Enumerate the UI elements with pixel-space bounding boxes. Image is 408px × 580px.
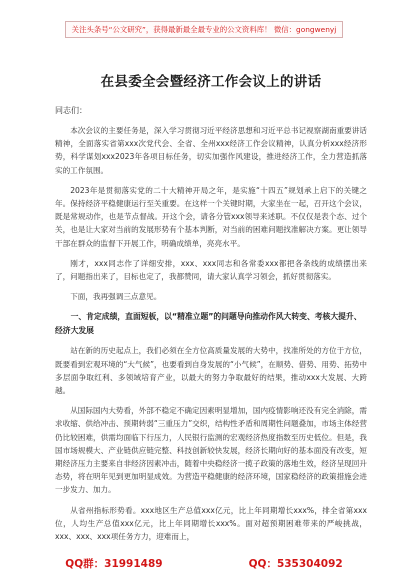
document-body: [55, 58, 367, 550]
paragraph: 下面，我再强调三点意见。: [70, 292, 162, 302]
contact-footer: [0, 556, 408, 576]
document-title: 在县委全会暨经济工作会议上的讲话: [100, 74, 322, 90]
qq-contact: QQ：535304092: [248, 558, 343, 570]
qq-group: QQ群：31991489: [65, 558, 163, 570]
section-heading: 一、肯定成绩，直面短板，以“精准立题”的问题导向推动作风大转变、考核大提升、经济大发展: [55, 312, 362, 335]
paragraph: 刚才，xxx同志作了详细安排，xxx、xxx同志和各常委xxx都把各条线的成绩摆出来了，问题指出来了，目标也定了，我都赞同，请大家认真学习领会，抓好贯彻落实。: [55, 258, 367, 282]
paragraph: 本次会议的主要任务是，深入学习贯彻习近平经济思想和习近平总书记视察湖南重要讲话精神，全面落实省第xxx次党代会、全省、全州xxx经济工作会议精神，认真分析xxx经济形势，科学谋划xxx2023年各项目标任务，切实加强作风建设，推进经济工作，全力营造抓落实的工作氛围。: [55, 126, 367, 175]
paragraph: 从省州指标形势看。xxx地区生产总值xxx亿元，比上年同期增长xxx%，排全省第xxx位，人均生产总值xxx亿元，比上年同期增长xxx%。面对超预期困难带来的严峻挑战，xxx、xxx、xxx项任务方力，迎难而上，: [55, 505, 367, 542]
paragraph: 2023年是贯彻落实党的二十大精神开局之年，是实施“十四五”规划承上启下的关键之年。保持经济平稳健康运行至关重要。在这样一个关键时期，大家坐在一起，召开这个会议，既是常规动作，也是节点督战。开这个会，请各分管xxx领导来述职。不仅仅是表个态、过个关，也是让大家对当前的发展形势有个基本判断，对当前的困难问题找准解决方案。更让领导干部在群众的监督下开展工作，明确成绩单，亮亮水平。: [55, 185, 367, 248]
paragraph: 从国际国内大势看，外部不稳定不确定因素明显增加，国内疫情影响还没有完全消除，需求收缩、供给冲击、预期转弱“三重压力”交织，结构性矛盾和周期性问题叠加，市场主体经营仍比较困难，供需均面临下行压力，人民银行监测的宏观经济热度指数至历史低位。但是，我国市场规模大、产业链供应链完整、科技创新较快发展，经济长期向好的基本面没有改变，短期经济压力主要来自非经济因素冲击，随着中央稳经济一揽子政策的落地生效，经济呈现回升态势，将在明年见到更加明显成效。为营造平稳健康的经济环境，国家稳经济的政策措施会进一步发力、加力。: [55, 406, 367, 495]
greeting: 同志们：: [55, 106, 87, 115]
promo-banner: [0, 18, 408, 40]
promo-banner-text: 关注头条号“公文研究”，获得最新最全最专业的公文资料库！ 微信：gongwenyj: [65, 21, 344, 38]
paragraph: 站在新的历史起点上，我们必须在全方位高质量发展的大势中，找准所处的方位于方位，既要看到宏观环境的“大气候”，也要看到自身发展的“小气候”，在顺势、借势、用势、拓势中多层面争取红利、多领域培育产业，以最大的努力争取最好的结果，推动xxx大发展、大跨越。: [55, 346, 367, 396]
